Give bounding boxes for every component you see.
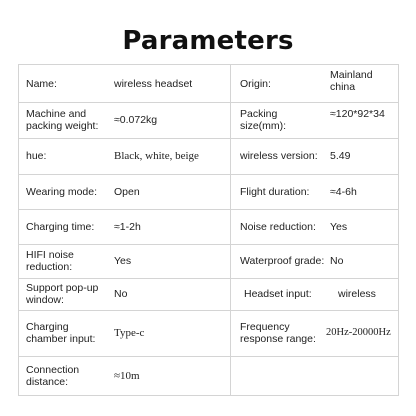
param-key: Headset input: bbox=[244, 288, 312, 300]
param-value: 20Hz-20000Hz bbox=[326, 327, 391, 338]
param-value: Black, white, beige bbox=[114, 150, 199, 162]
param-key: Noise reduction: bbox=[240, 220, 316, 233]
param-value: ≈120*92*34 bbox=[330, 108, 385, 120]
table-row bbox=[18, 138, 399, 175]
param-key: wireless version: bbox=[240, 150, 318, 162]
table-row bbox=[18, 65, 399, 103]
param-value bbox=[330, 356, 398, 395]
param-value: ≈4-6h bbox=[330, 185, 357, 198]
param-value: Yes bbox=[330, 220, 348, 233]
param-key: Charging chamber input: bbox=[26, 321, 96, 345]
param-value: ≈1-2h bbox=[114, 220, 141, 233]
param-value: ≈10m bbox=[114, 369, 140, 382]
param-value: wireless headset bbox=[114, 77, 193, 90]
param-key: Packing size(mm): bbox=[240, 108, 287, 132]
param-key bbox=[240, 356, 326, 395]
table-row bbox=[18, 356, 399, 395]
table-row bbox=[18, 102, 399, 139]
param-value: Yes bbox=[114, 255, 132, 267]
param-value: No bbox=[114, 288, 128, 300]
param-key: Support pop-up window: bbox=[26, 282, 99, 306]
param-key: Origin: bbox=[240, 77, 271, 90]
page-title: Parameters bbox=[122, 26, 294, 56]
param-key: Connection distance: bbox=[26, 363, 80, 388]
parameters-table bbox=[18, 64, 399, 396]
table-row bbox=[18, 278, 399, 311]
param-value: No bbox=[330, 255, 344, 267]
param-value: Open bbox=[114, 185, 140, 198]
table-row bbox=[18, 209, 399, 245]
param-value: ≈0.072kg bbox=[114, 114, 158, 126]
param-key: Machine and packing weight: bbox=[26, 108, 99, 132]
param-value: Mainland china bbox=[330, 69, 373, 93]
table-row bbox=[18, 244, 399, 279]
table-row bbox=[18, 174, 399, 210]
param-key: Waterproof grade: bbox=[240, 255, 325, 267]
param-key: Charging time: bbox=[26, 220, 95, 233]
param-key: Flight duration: bbox=[240, 185, 310, 198]
param-key: Wearing mode: bbox=[26, 185, 98, 198]
param-value: 5.49 bbox=[330, 150, 351, 162]
param-key: Name: bbox=[26, 77, 57, 90]
param-key: hue: bbox=[26, 150, 47, 162]
param-key: Frequency response range: bbox=[240, 321, 316, 345]
param-key: HIFI noise reduction: bbox=[26, 249, 74, 273]
table-row bbox=[18, 310, 399, 357]
param-value: wireless bbox=[338, 288, 376, 300]
param-value: Type-c bbox=[114, 327, 145, 339]
